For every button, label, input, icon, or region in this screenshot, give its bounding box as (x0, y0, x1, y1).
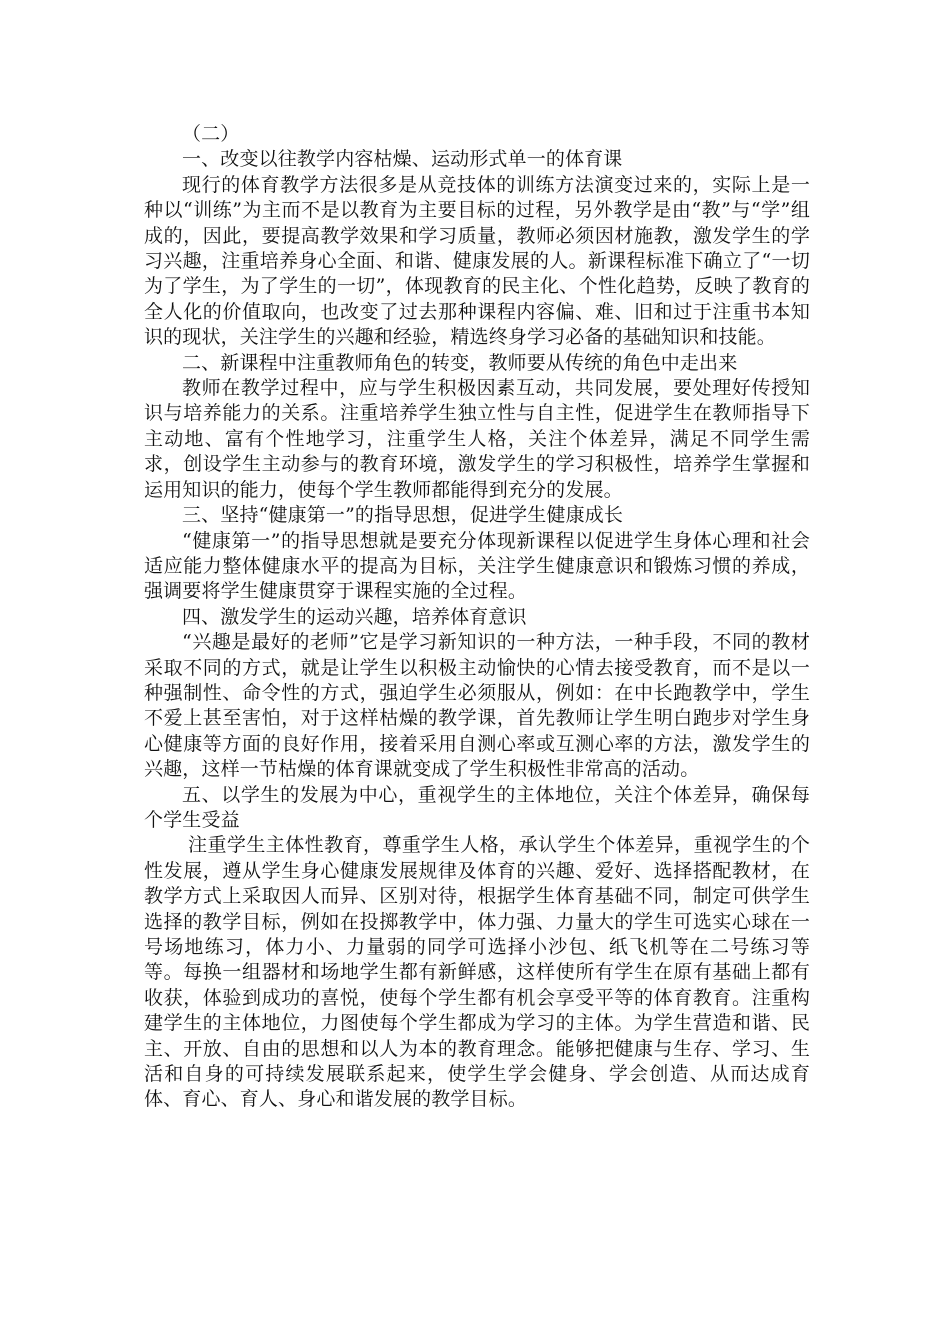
heading-3: 三、坚持“健康第一”的指导思想，促进学生健康成长 (182, 504, 624, 527)
paragraph-1: 现行的体育教学方法很多是从竞技体的训练方法演变过来的，实际上是一种以“训练”为主而不是以教育为主要目标的过程，另外教学是由“教”与“学”组成的，因此，要提高教学效果和学习质量，教师必须因材施教，激发学生的学习兴趣，注重培养身心全面、和谐、健康发展的人。新课程标准下确立了“一切为了学生，为了学生的一切”，体现教育的民主化、个性化趋势，反映了教育的全人化的价值取向，也改变了过去那种课程内容偏、难、旧和过于注重书本知识的现状，关注学生的兴趣和经验，精选终身学习必备的基础知识和技能。 (144, 173, 810, 349)
document-body (144, 122, 810, 1113)
paragraph-3: “健康第一”的指导思想就是要充分体现新课程以促进学生身体心理和社会适应能力整体健康水平的提高为目标，关注学生健康意识和锻炼习惯的养成，强调要将学生健康贯穿于课程实施的全过程。 (144, 529, 810, 603)
heading-5: 五、以学生的发展为中心，重视学生的主体地位，关注个体差异，确保每个学生受益 (144, 783, 810, 831)
paragraph-5: 注重学生主体性教育，尊重学生人格，承认学生个体差异，重视学生的个性发展，遵从学生身心健康发展规律及体育的兴趣、爱好、选择搭配教材，在教学方式上采取因人而异、区别对待，根据学生体育基础不同，制定可供学生选择的教学目标，例如在投掷教学中，体力强、力量大的学生可选实心球在一号场地练习，体力小、力量弱的同学可选择小沙包、纸飞机等在二号练习等等。每换一组器材和场地学生都有新鲜感，这样使所有学生在原有基础上都有收获，体验到成功的喜悦，使每个学生都有机会享受平等的体育教育。注重构建学生的主体地位，力图使每个学生都成为学习的主体。为学生营造和谐、民主、开放、自由的思想和以人为本的教育理念。能够把健康与生存、学习、生活和自身的可持续发展联系起来，使学生学会健身、学会创造、从而达成育体、育心、育人、身心和谐发展的教学目标。 (144, 834, 810, 1111)
heading-2: 二、新课程中注重教师角色的转变，教师要从传统的角色中走出来 (182, 351, 738, 374)
paragraph-2: 教师在教学过程中，应与学生积极因素互动，共同发展，要处理好传授知识与培养能力的关系。注重培养学生独立性与自主性，促进学生在教师指导下主动地、富有个性地学习，注重学生人格，关注个体差异，满足不同学生需求，创设学生主动参与的教育环境，激发学生的学习积极性，培养学生掌握和运用知识的能力，使每个学生教师都能得到充分的发展。 (144, 377, 810, 501)
paragraph-4: “兴趣是最好的老师”它是学习新知识的一种方法，一种手段，不同的教材采取不同的方式，就是让学生以积极主动愉快的心情去接受教育，而不是以一种强制性、命令性的方式，强迫学生必须服从，例如：在中长跑教学中，学生不爱上甚至害怕，对于这样枯燥的教学课，首先教师让学生明白跑步对学生身心健康等方面的良好作用，接着采用自测心率或互测心率的方法，激发学生的兴趣，这样一节枯燥的体育课就变成了学生积极性非常高的活动。 (144, 631, 810, 781)
heading-4: 四、激发学生的运动兴趣，培养体育意识 (182, 605, 527, 628)
section-label: （二） (182, 123, 240, 145)
heading-1: 一、改变以往教学内容枯燥、运动形式单一的体育课 (182, 148, 623, 171)
